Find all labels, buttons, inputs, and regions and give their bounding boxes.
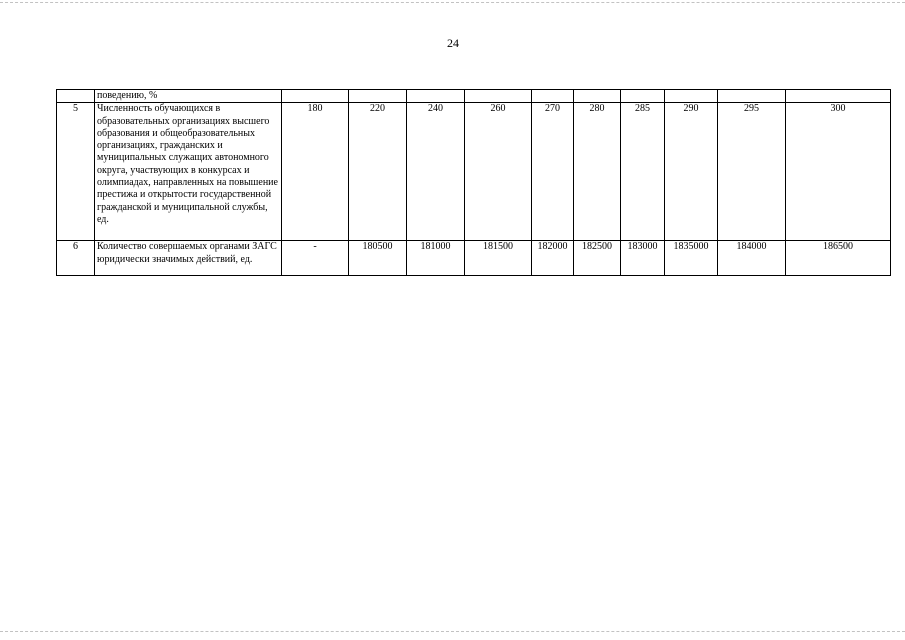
indicator-name: поведению, % [95, 90, 282, 103]
value-cell [349, 90, 407, 103]
scan-edge-top [0, 2, 905, 3]
value-cell: 181500 [465, 241, 532, 276]
table-row [57, 90, 891, 103]
scan-edge-bottom [0, 631, 905, 632]
table-row [57, 241, 891, 276]
value-cell: 182000 [532, 241, 574, 276]
value-cell [407, 90, 465, 103]
value-cell: 186500 [786, 241, 891, 276]
value-cell: 182500 [574, 241, 621, 276]
value-cell: 180 [282, 103, 349, 241]
row-number: 5 [57, 103, 95, 241]
value-cell: 260 [465, 103, 532, 241]
value-cell: 1835000 [665, 241, 718, 276]
row-number: 6 [57, 241, 95, 276]
indicators-table [56, 89, 891, 276]
value-cell: 300 [786, 103, 891, 241]
value-cell: 180500 [349, 241, 407, 276]
indicator-name: Численность обучающихся в образовательных организациях высшего образования и общеобразовательных организациях, гражданских и муниципальных служащих автономного округа, участвующих в конкурсах и олимпиадах, направленных на повышение престижа и открытости государственной гражданской и муниципальной службы, ед. [95, 103, 282, 241]
value-cell: 280 [574, 103, 621, 241]
value-cell [786, 90, 891, 103]
value-cell [718, 90, 786, 103]
value-cell [665, 90, 718, 103]
value-cell: 290 [665, 103, 718, 241]
value-cell: 181000 [407, 241, 465, 276]
indicator-name: Количество совершаемых органами ЗАГС юридически значимых действий, ед. [95, 241, 282, 276]
value-cell [465, 90, 532, 103]
value-cell: 285 [621, 103, 665, 241]
value-cell: 240 [407, 103, 465, 241]
value-cell: 295 [718, 103, 786, 241]
value-cell [574, 90, 621, 103]
table-row [57, 103, 891, 241]
value-cell [621, 90, 665, 103]
value-cell [282, 90, 349, 103]
value-cell: - [282, 241, 349, 276]
value-cell: 183000 [621, 241, 665, 276]
row-number [57, 90, 95, 103]
value-cell: 220 [349, 103, 407, 241]
value-cell: 184000 [718, 241, 786, 276]
page-number: 24 [447, 36, 459, 50]
value-cell [532, 90, 574, 103]
value-cell: 270 [532, 103, 574, 241]
